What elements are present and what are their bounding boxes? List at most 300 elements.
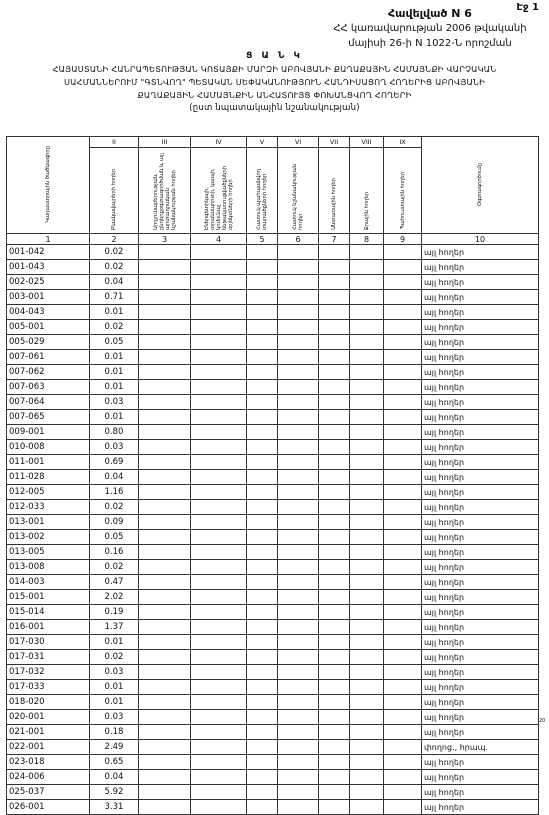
settlement-area-cell: 0.03 — [90, 665, 139, 680]
empty-cell — [247, 245, 278, 260]
empty-cell — [384, 635, 422, 650]
empty-cell — [350, 560, 384, 575]
empty-cell — [319, 545, 350, 560]
cadastral-code-cell: 016-001 — [7, 620, 90, 635]
table-row — [7, 485, 539, 500]
cadastral-code-cell: 005-029 — [7, 335, 90, 350]
usage-cell: այլ հողեր — [422, 530, 539, 545]
empty-cell — [247, 785, 278, 800]
cadastral-code-cell: 023-018 — [7, 755, 90, 770]
empty-cell — [191, 260, 247, 275]
settlement-area-cell: 0.02 — [90, 260, 139, 275]
empty-cell — [319, 590, 350, 605]
empty-cell — [191, 425, 247, 440]
empty-cell — [384, 380, 422, 395]
table-row — [7, 500, 539, 515]
usage-cell: այլ հողեր — [422, 350, 539, 365]
settlement-area-cell: 0.01 — [90, 365, 139, 380]
cadastral-code-cell: 013-008 — [7, 560, 90, 575]
usage-cell: փողոց., հրապ. — [422, 740, 539, 755]
empty-cell — [350, 485, 384, 500]
cadastral-code-cell: 005-001 — [7, 320, 90, 335]
empty-cell — [384, 275, 422, 290]
empty-cell — [278, 800, 319, 815]
empty-cell — [191, 800, 247, 815]
empty-cell — [350, 800, 384, 815]
empty-cell — [350, 500, 384, 515]
empty-cell — [139, 620, 191, 635]
table-row — [7, 290, 539, 305]
empty-cell — [350, 575, 384, 590]
empty-cell — [278, 260, 319, 275]
page-number: Էջ 1 — [516, 2, 539, 13]
col-num-6: 6 — [278, 234, 319, 245]
table-row — [7, 335, 539, 350]
empty-cell — [191, 440, 247, 455]
empty-cell — [278, 770, 319, 785]
usage-cell: այլ հողեր — [422, 665, 539, 680]
empty-cell — [139, 545, 191, 560]
cadastral-code-cell: 001-042 — [7, 245, 90, 260]
empty-cell — [384, 260, 422, 275]
empty-cell — [278, 680, 319, 695]
table-row — [7, 725, 539, 740]
empty-cell — [319, 335, 350, 350]
empty-cell — [350, 320, 384, 335]
col-num-8: 8 — [350, 234, 384, 245]
empty-cell — [247, 590, 278, 605]
empty-cell — [139, 740, 191, 755]
empty-cell — [278, 410, 319, 425]
empty-cell — [191, 710, 247, 725]
empty-cell — [350, 740, 384, 755]
empty-cell — [139, 680, 191, 695]
empty-cell — [319, 320, 350, 335]
empty-cell — [384, 620, 422, 635]
empty-cell — [247, 680, 278, 695]
empty-cell — [139, 275, 191, 290]
settlement-area-cell: 0.02 — [90, 650, 139, 665]
empty-cell — [319, 290, 350, 305]
table-row — [7, 470, 539, 485]
settlement-area-cell: 2.49 — [90, 740, 139, 755]
empty-cell — [384, 410, 422, 425]
empty-cell — [350, 650, 384, 665]
settlement-area-cell: 0.01 — [90, 680, 139, 695]
cadastral-code-cell: 020-001 — [7, 710, 90, 725]
empty-cell — [384, 695, 422, 710]
cadastral-code-cell: 021-001 — [7, 725, 90, 740]
cadastral-code-cell: 024-006 — [7, 770, 90, 785]
empty-cell — [319, 620, 350, 635]
empty-cell — [319, 305, 350, 320]
empty-cell — [191, 770, 247, 785]
empty-cell — [191, 410, 247, 425]
header-water-lands: Ջրային հողեր — [350, 148, 384, 234]
empty-cell — [191, 275, 247, 290]
empty-cell — [319, 770, 350, 785]
annex-date-line: մայիսի 26-ի N 1022-Ն որոշման — [348, 38, 512, 49]
usage-cell: այլ հողեր — [422, 620, 539, 635]
col-num-10: 10 — [422, 234, 539, 245]
table-row — [7, 410, 539, 425]
cadastral-code-cell: 009-001 — [7, 425, 90, 440]
empty-cell — [247, 710, 278, 725]
cadastral-code-cell: 015-001 — [7, 590, 90, 605]
col-num-2: 2 — [90, 234, 139, 245]
empty-cell — [191, 695, 247, 710]
header-settlement-lands: Բնակավայրերի հողեր — [90, 148, 139, 234]
empty-cell — [278, 515, 319, 530]
empty-cell — [139, 350, 191, 365]
empty-cell — [278, 785, 319, 800]
empty-cell — [278, 395, 319, 410]
usage-cell: այլ հողեր — [422, 470, 539, 485]
usage-cell: այլ հողեր — [422, 785, 539, 800]
empty-cell — [384, 590, 422, 605]
empty-cell — [247, 515, 278, 530]
empty-cell — [191, 350, 247, 365]
empty-cell — [319, 425, 350, 440]
empty-cell — [350, 365, 384, 380]
empty-cell — [319, 725, 350, 740]
heading-line-2: ՀԱՅԱՍՏԱՆԻ ՀԱՆՐԱՊԵՏՈՒԹՅԱՆ ԿՈՏԱՅՔԻ ՄԱՐԶԻ ԱԲՈՎՅԱՆԻ ՔԱՂԱՔԱՅԻՆ ՀԱՄԱՅՆՔԻ ՎԱՐՉԱԿԱՆ — [52, 64, 497, 74]
empty-cell — [384, 290, 422, 305]
empty-cell — [350, 455, 384, 470]
empty-cell — [278, 665, 319, 680]
empty-cell — [319, 500, 350, 515]
settlement-area-cell: 2.02 — [90, 590, 139, 605]
empty-cell — [350, 785, 384, 800]
settlement-area-cell: 0.03 — [90, 710, 139, 725]
empty-cell — [191, 575, 247, 590]
settlement-area-cell: 0.65 — [90, 755, 139, 770]
cadastral-code-cell: 007-064 — [7, 395, 90, 410]
table-row — [7, 440, 539, 455]
empty-cell — [278, 365, 319, 380]
heading-subtitle: (ըստ նպատակային նշանակության) — [189, 103, 360, 113]
empty-cell — [319, 470, 350, 485]
empty-cell — [350, 275, 384, 290]
empty-cell — [247, 755, 278, 770]
empty-cell — [191, 380, 247, 395]
cadastral-code-cell: 015-014 — [7, 605, 90, 620]
cadastral-code-cell: 002-025 — [7, 275, 90, 290]
empty-cell — [139, 245, 191, 260]
cadastral-code-cell: 010-008 — [7, 440, 90, 455]
cadastral-code-cell: 025-037 — [7, 785, 90, 800]
empty-cell — [191, 650, 247, 665]
header-reserve-lands: Պահուստային հողեր — [384, 148, 422, 234]
document-title: Ց Ա Ն Կ — [246, 51, 303, 61]
cadastral-code-cell: 022-001 — [7, 740, 90, 755]
empty-cell — [191, 515, 247, 530]
usage-cell: այլ հողեր — [422, 395, 539, 410]
empty-cell — [384, 515, 422, 530]
empty-cell — [350, 770, 384, 785]
table-row — [7, 575, 539, 590]
usage-cell: այլ հողեր — [422, 650, 539, 665]
empty-cell — [319, 785, 350, 800]
table-row — [7, 755, 539, 770]
empty-cell — [384, 395, 422, 410]
cadastral-code-cell: 017-031 — [7, 650, 90, 665]
heading-line-4: ՔԱՂԱՔԱՅԻՆ ՀԱՄԱՅՆՔԻՆ ԱՆՀԱՏՈՒՅՑ ՓՈԽԱՆՑՎՈՂ ՀՈՂԵՐԻ — [137, 90, 412, 100]
usage-cell: այլ հողեր — [422, 410, 539, 425]
settlement-area-cell: 0.16 — [90, 545, 139, 560]
cadastral-code-cell: 011-001 — [7, 455, 90, 470]
empty-cell — [191, 395, 247, 410]
empty-cell — [350, 440, 384, 455]
empty-cell — [191, 605, 247, 620]
empty-cell — [384, 665, 422, 680]
header-cadastral-code: Կադաստրային ծածկագիրը — [7, 137, 90, 234]
settlement-area-cell: 5.92 — [90, 785, 139, 800]
empty-cell — [247, 800, 278, 815]
empty-cell — [278, 455, 319, 470]
empty-cell — [191, 305, 247, 320]
roman-4: IV — [191, 137, 247, 148]
empty-cell — [278, 650, 319, 665]
empty-cell — [247, 725, 278, 740]
usage-cell: այլ հողեր — [422, 575, 539, 590]
empty-cell — [319, 440, 350, 455]
empty-cell — [319, 515, 350, 530]
usage-cell: այլ հողեր — [422, 245, 539, 260]
empty-cell — [247, 740, 278, 755]
empty-cell — [319, 740, 350, 755]
header-usage: Օգտագործումը — [422, 137, 539, 234]
empty-cell — [191, 635, 247, 650]
empty-cell — [350, 725, 384, 740]
table-row — [7, 605, 539, 620]
empty-cell — [278, 530, 319, 545]
usage-cell: այլ հողեր — [422, 320, 539, 335]
table-row — [7, 800, 539, 815]
empty-cell — [139, 260, 191, 275]
cadastral-code-cell: 004-043 — [7, 305, 90, 320]
empty-cell — [139, 500, 191, 515]
empty-cell — [191, 365, 247, 380]
table-row — [7, 530, 539, 545]
empty-cell — [139, 425, 191, 440]
settlement-area-cell: 0.03 — [90, 440, 139, 455]
empty-cell — [139, 515, 191, 530]
annex-title: Հավելված N 6 — [388, 7, 472, 20]
empty-cell — [247, 290, 278, 305]
empty-cell — [350, 590, 384, 605]
empty-cell — [350, 635, 384, 650]
table-row — [7, 395, 539, 410]
usage-cell: այլ հողեր — [422, 260, 539, 275]
empty-cell — [191, 785, 247, 800]
empty-cell — [384, 740, 422, 755]
table-row — [7, 380, 539, 395]
empty-cell — [247, 470, 278, 485]
settlement-area-cell: 0.02 — [90, 500, 139, 515]
table-row — [7, 680, 539, 695]
empty-cell — [350, 665, 384, 680]
empty-cell — [139, 335, 191, 350]
cadastral-code-cell: 007-063 — [7, 380, 90, 395]
empty-cell — [350, 680, 384, 695]
usage-cell: այլ հողեր — [422, 560, 539, 575]
empty-cell — [139, 455, 191, 470]
settlement-area-cell: 0.18 — [90, 725, 139, 740]
document-heading — [0, 50, 549, 115]
empty-cell — [350, 305, 384, 320]
table-row — [7, 740, 539, 755]
usage-cell: այլ հողեր — [422, 515, 539, 530]
table-row — [7, 515, 539, 530]
usage-cell: այլ հողեր — [422, 605, 539, 620]
usage-cell: այլ հողեր — [422, 500, 539, 515]
empty-cell — [278, 245, 319, 260]
settlement-area-cell: 0.69 — [90, 455, 139, 470]
empty-cell — [139, 320, 191, 335]
empty-cell — [139, 770, 191, 785]
empty-cell — [247, 530, 278, 545]
empty-cell — [191, 560, 247, 575]
empty-cell — [350, 545, 384, 560]
empty-cell — [319, 680, 350, 695]
empty-cell — [319, 245, 350, 260]
empty-cell — [191, 620, 247, 635]
cadastral-code-cell: 001-043 — [7, 260, 90, 275]
empty-cell — [247, 305, 278, 320]
empty-cell — [139, 380, 191, 395]
settlement-area-cell: 0.01 — [90, 635, 139, 650]
empty-cell — [191, 725, 247, 740]
settlement-area-cell: 0.02 — [90, 320, 139, 335]
empty-cell — [191, 320, 247, 335]
empty-cell — [350, 410, 384, 425]
empty-cell — [319, 275, 350, 290]
empty-cell — [247, 350, 278, 365]
empty-cell — [319, 695, 350, 710]
empty-cell — [384, 575, 422, 590]
settlement-area-cell: 0.01 — [90, 695, 139, 710]
empty-cell — [139, 605, 191, 620]
empty-cell — [319, 560, 350, 575]
empty-cell — [278, 275, 319, 290]
table-row — [7, 350, 539, 365]
roman-8: VIII — [350, 137, 384, 148]
cadastral-code-cell: 013-002 — [7, 530, 90, 545]
empty-cell — [139, 755, 191, 770]
empty-cell — [319, 350, 350, 365]
roman-9: IX — [384, 137, 422, 148]
empty-cell — [384, 800, 422, 815]
empty-cell — [278, 320, 319, 335]
col-num-3: 3 — [139, 234, 191, 245]
empty-cell — [319, 650, 350, 665]
empty-cell — [384, 755, 422, 770]
empty-cell — [139, 485, 191, 500]
cadastral-code-cell: 011-028 — [7, 470, 90, 485]
table-row — [7, 665, 539, 680]
table-row — [7, 695, 539, 710]
empty-cell — [384, 530, 422, 545]
table-row — [7, 305, 539, 320]
empty-cell — [350, 620, 384, 635]
empty-cell — [139, 635, 191, 650]
empty-cell — [384, 455, 422, 470]
empty-cell — [278, 335, 319, 350]
empty-cell — [319, 635, 350, 650]
settlement-area-cell: 0.05 — [90, 335, 139, 350]
empty-cell — [247, 665, 278, 680]
empty-cell — [350, 350, 384, 365]
table-row — [7, 650, 539, 665]
empty-cell — [139, 725, 191, 740]
cadastral-code-cell: 003-001 — [7, 290, 90, 305]
usage-cell: այլ հողեր — [422, 455, 539, 470]
empty-cell — [384, 245, 422, 260]
empty-cell — [247, 500, 278, 515]
usage-cell: այլ հողեր — [422, 290, 539, 305]
empty-cell — [247, 545, 278, 560]
margin-note: 20 — [539, 718, 546, 724]
empty-cell — [278, 425, 319, 440]
empty-cell — [384, 785, 422, 800]
table-row — [7, 455, 539, 470]
empty-cell — [247, 335, 278, 350]
usage-cell: այլ հողեր — [422, 755, 539, 770]
empty-cell — [247, 260, 278, 275]
empty-cell — [350, 425, 384, 440]
empty-cell — [278, 560, 319, 575]
empty-cell — [139, 665, 191, 680]
empty-cell — [247, 395, 278, 410]
empty-cell — [384, 365, 422, 380]
usage-cell: այլ հողեր — [422, 680, 539, 695]
empty-cell — [384, 680, 422, 695]
table-row — [7, 545, 539, 560]
empty-cell — [278, 290, 319, 305]
usage-cell: այլ հողեր — [422, 485, 539, 500]
empty-cell — [247, 440, 278, 455]
usage-cell: այլ հողեր — [422, 365, 539, 380]
settlement-area-cell: 0.02 — [90, 245, 139, 260]
empty-cell — [247, 650, 278, 665]
empty-cell — [247, 560, 278, 575]
empty-cell — [319, 665, 350, 680]
empty-cell — [384, 770, 422, 785]
empty-cell — [191, 740, 247, 755]
empty-cell — [350, 395, 384, 410]
empty-cell — [384, 605, 422, 620]
empty-cell — [247, 605, 278, 620]
empty-cell — [319, 755, 350, 770]
empty-cell — [278, 350, 319, 365]
empty-cell — [278, 590, 319, 605]
settlement-area-cell: 0.05 — [90, 530, 139, 545]
empty-cell — [278, 620, 319, 635]
empty-cell — [278, 710, 319, 725]
usage-cell: այլ հողեր — [422, 440, 539, 455]
settlement-area-cell: 1.16 — [90, 485, 139, 500]
empty-cell — [191, 755, 247, 770]
empty-cell — [319, 410, 350, 425]
empty-cell — [384, 470, 422, 485]
empty-cell — [350, 260, 384, 275]
empty-cell — [139, 695, 191, 710]
empty-cell — [384, 320, 422, 335]
empty-cell — [191, 470, 247, 485]
empty-cell — [384, 350, 422, 365]
header-protected-lands: Հատուկ պահպանվող տարածքների հողեր — [247, 148, 278, 234]
